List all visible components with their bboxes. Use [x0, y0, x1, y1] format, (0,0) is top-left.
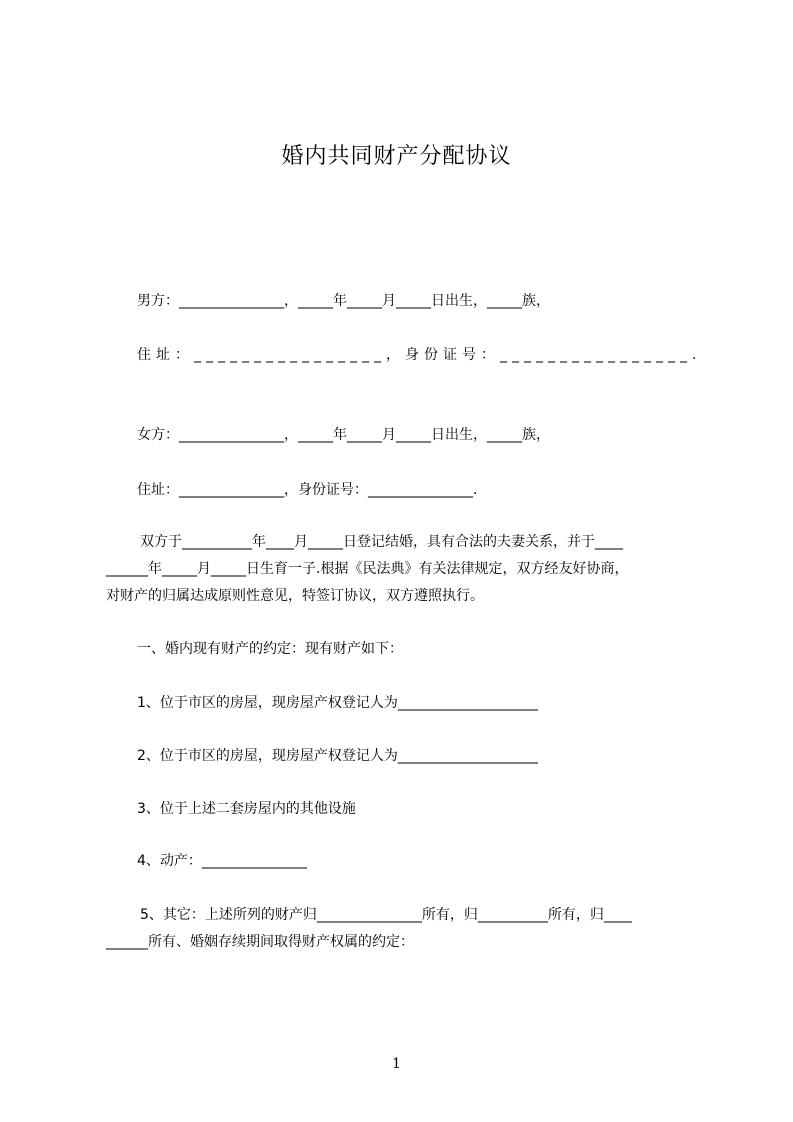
- preamble-line-2: ______年_____月_____日生育一子.根据《民法典》有关法律规定，双方经友好协商，: [106, 561, 629, 577]
- item-2: 2、位于市区的房屋，现房屋产权登记人为____________________: [137, 748, 538, 764]
- section-one-heading: 一、婚内现有财产的约定：现有财产如下：: [137, 641, 403, 657]
- wife-info-line: 女方：_______________，_____年_____月_____日出生，_____族，: [137, 427, 550, 443]
- item-5-line-1: 5、其它：上述所列的财产归_______________所有，归__________所有，归____: [140, 907, 632, 923]
- item-5-line-2: ______所有、婚姻存续期间取得财产权属的约定：: [106, 934, 414, 950]
- item-3: 3、位于上述二套房屋内的其他设施: [137, 801, 356, 817]
- item-1: 1、位于市区的房屋，现房屋产权登记人为____________________: [137, 695, 538, 711]
- document-title: 婚内共同财产分配协议: [281, 144, 512, 169]
- preamble-line-3: 对财产的归属达成原则性意见，特签订协议，双方遵照执行。: [106, 588, 484, 604]
- husband-address-line: 住址：________________，身份证号：________________.: [137, 347, 702, 363]
- wife-address-line: 住址：_______________，身份证号：_______________.: [137, 482, 478, 498]
- preamble-line-1: 双方于__________年____月_____日登记结婚，具有合法的夫妻关系，并于____: [140, 534, 623, 550]
- page-number: 1: [392, 1056, 401, 1072]
- item-4: 4、动产：_______________: [137, 853, 307, 869]
- husband-info-line: 男方：_______________，_____年_____月_____日出生，_____族，: [137, 293, 550, 309]
